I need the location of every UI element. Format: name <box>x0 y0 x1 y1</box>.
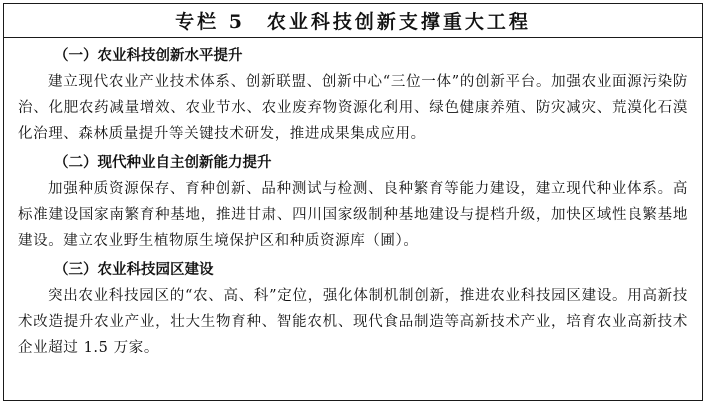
section-heading: （三）农业科技园区建设 <box>54 261 214 278</box>
section-paragraph: 建立现代农业产业技术体系、创新联盟、创新中心“三位一体”的创新平台。加强农业面源污染防治、化肥农药减量增效、农业节水、农业废弃物资源化利用、绿色健康养殖、防灾减灾、荒漠化石漠化治理、森林质量提升等关键技术研发，推进成果集成应用。 <box>18 74 688 142</box>
section-heading: （一）农业科技创新水平提升 <box>54 47 243 64</box>
section-3 <box>18 257 688 361</box>
section-2 <box>18 150 688 254</box>
box-title: 专栏 5 农业科技创新支撑重大工程 <box>175 11 531 33</box>
section-heading: （二）现代种业自主创新能力提升 <box>54 154 272 171</box>
box-title-bar <box>4 4 702 38</box>
section-1 <box>18 43 688 147</box>
section-paragraph: 突出农业科技园区的“农、高、科”定位，强化体制机制创新，推进农业科技园区建设。用高新技术改造提升农业产业，壮大生物育种、智能农机、现代食品制造等高新技术产业，培育农业高新技术企业超过 1.5 万家。 <box>18 288 688 356</box>
box-content <box>4 38 702 361</box>
feature-box <box>3 3 703 401</box>
section-paragraph: 加强种质资源保存、育种创新、品种测试与检测、良种繁育等能力建设，建立现代种业体系。高标准建设国家南繁育种基地，推进甘肃、四川国家级制种基地建设与提档升级，加快区域性良繁基地建设。建立农业野生植物原生境保护区和种质资源库（圃）。 <box>18 181 688 249</box>
